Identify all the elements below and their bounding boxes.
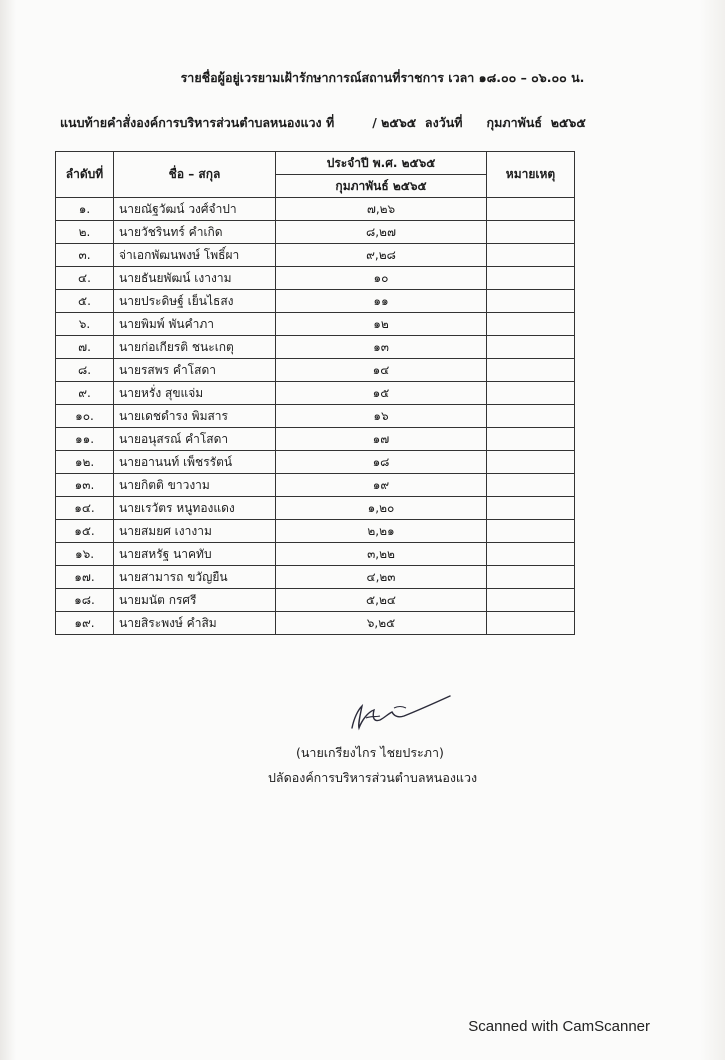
subtitle-order-number: / ๒๕๖๕ ลงวันที่: [372, 115, 463, 130]
row-dates: ๑๑: [276, 290, 487, 313]
table-row: [56, 428, 575, 451]
row-name: นายณัฐวัฒน์ วงศ์จำปา: [114, 198, 276, 221]
row-note: [487, 474, 575, 497]
table-row: [56, 451, 575, 474]
row-no: ๑๖.: [56, 543, 114, 566]
table-row: [56, 474, 575, 497]
row-no: ๔.: [56, 267, 114, 290]
table-row: [56, 290, 575, 313]
row-dates: ๑๙: [276, 474, 487, 497]
document-subtitle: [60, 113, 586, 133]
signature-mark: [290, 690, 520, 738]
row-no: ๑๒.: [56, 451, 114, 474]
row-name: นายสหรัฐ นาคทับ: [114, 543, 276, 566]
row-no: ๙.: [56, 382, 114, 405]
row-name: นายเดชดำรง พิมสาร: [114, 405, 276, 428]
row-note: [487, 244, 575, 267]
table-row: [56, 497, 575, 520]
row-name: นายก่อเกียรติ ชนะเกตุ: [114, 336, 276, 359]
row-no: ๑๘.: [56, 589, 114, 612]
row-no: ๑๐.: [56, 405, 114, 428]
row-no: ๘.: [56, 359, 114, 382]
row-note: [487, 267, 575, 290]
row-no: ๑๑.: [56, 428, 114, 451]
subtitle-date: กุมภาพันธ์ ๒๕๖๕: [486, 115, 586, 130]
col-header-note: หมายเหตุ: [487, 152, 575, 198]
table-row: [56, 543, 575, 566]
row-dates: ๑๖: [276, 405, 487, 428]
row-no: ๑๗.: [56, 566, 114, 589]
row-name: นายรสพร คำโสดา: [114, 359, 276, 382]
row-dates: ๑๗: [276, 428, 487, 451]
table-row: [56, 359, 575, 382]
row-name: จ่าเอกพัฒนพงษ์ โพธิ์ผา: [114, 244, 276, 267]
row-dates: ๓,๒๒: [276, 543, 487, 566]
row-dates: ๑,๒๐: [276, 497, 487, 520]
row-note: [487, 313, 575, 336]
row-name: นายประดิษฐ์ เย็นไธสง: [114, 290, 276, 313]
row-dates: ๙,๒๘: [276, 244, 487, 267]
row-note: [487, 612, 575, 635]
row-dates: ๕,๒๔: [276, 589, 487, 612]
row-dates: ๑๐: [276, 267, 487, 290]
row-dates: ๑๘: [276, 451, 487, 474]
row-dates: ๑๕: [276, 382, 487, 405]
row-no: ๖.: [56, 313, 114, 336]
row-name: นายธันยพัฒน์ เงางาม: [114, 267, 276, 290]
table-row: [56, 566, 575, 589]
row-no: ๑๓.: [56, 474, 114, 497]
row-no: ๗.: [56, 336, 114, 359]
row-no: ๑.: [56, 198, 114, 221]
row-note: [487, 359, 575, 382]
table-header-row: [56, 152, 575, 175]
row-note: [487, 382, 575, 405]
row-no: ๑๙.: [56, 612, 114, 635]
col-header-no: ลำดับที่: [56, 152, 114, 198]
row-dates: ๒,๒๑: [276, 520, 487, 543]
row-name: นายสมยศ เงางาม: [114, 520, 276, 543]
row-note: [487, 589, 575, 612]
table-row: [56, 612, 575, 635]
row-name: นายกิตติ ขาวงาม: [114, 474, 276, 497]
table-row: [56, 198, 575, 221]
table-row: [56, 520, 575, 543]
row-note: [487, 451, 575, 474]
row-no: ๒.: [56, 221, 114, 244]
duty-roster-table: [55, 151, 575, 635]
col-header-name: ชื่อ – สกุล: [114, 152, 276, 198]
row-name: นายหรั่ง สุขแจ่ม: [114, 382, 276, 405]
row-dates: ๑๓: [276, 336, 487, 359]
row-dates: ๘,๒๗: [276, 221, 487, 244]
row-no: ๕.: [56, 290, 114, 313]
row-name: นายสามารถ ขวัญยืน: [114, 566, 276, 589]
table-row: [56, 336, 575, 359]
signatory-position: ปลัดองค์การบริหารส่วนตำบลหนองแวง: [268, 770, 478, 785]
row-note: [487, 543, 575, 566]
row-note: [487, 497, 575, 520]
row-no: ๑๔.: [56, 497, 114, 520]
row-name: นายพิมพ์ พันคำภา: [114, 313, 276, 336]
row-note: [487, 428, 575, 451]
document-title: รายชื่อผู้อยู่เวรยามเฝ้ารักษาการณ์สถานที่ราชการ เวลา ๑๘.๐๐ – ๐๖.๐๐ น.: [180, 70, 585, 85]
row-note: [487, 290, 575, 313]
row-note: [487, 221, 575, 244]
signatory-name: (นายเกรียงไกร ไชยประภา): [296, 745, 444, 760]
row-name: นายอานนท์ เพ็ชรรัตน์: [114, 451, 276, 474]
table-row: [56, 244, 575, 267]
row-note: [487, 198, 575, 221]
row-dates: ๔,๒๓: [276, 566, 487, 589]
row-note: [487, 405, 575, 428]
col-header-year: ประจำปี พ.ศ. ๒๕๖๕: [276, 152, 487, 175]
table-row: [56, 267, 575, 290]
row-name: นายสิระพงษ์ คำสิม: [114, 612, 276, 635]
col-header-month: กุมภาพันธ์ ๒๕๖๕: [276, 175, 487, 198]
row-name: นายวัชรินทร์ คำเกิด: [114, 221, 276, 244]
row-note: [487, 520, 575, 543]
row-no: ๓.: [56, 244, 114, 267]
table-row: [56, 382, 575, 405]
table-row: [56, 405, 575, 428]
row-name: นายอนุสรณ์ คำโสดา: [114, 428, 276, 451]
row-dates: ๗,๒๖: [276, 198, 487, 221]
subtitle-order-ref: แนบท้ายคำสั่งองค์การบริหารส่วนตำบลหนองแวง ที่: [60, 115, 335, 130]
row-dates: ๑๔: [276, 359, 487, 382]
row-dates: ๖,๒๕: [276, 612, 487, 635]
table-row: [56, 313, 575, 336]
table-row: [56, 221, 575, 244]
scanner-watermark: Scanned with CamScanner: [468, 1018, 650, 1035]
row-note: [487, 566, 575, 589]
row-name: นายมนัต กรศรี: [114, 589, 276, 612]
row-name: นายเรวัตร หนูทองแดง: [114, 497, 276, 520]
row-dates: ๑๒: [276, 313, 487, 336]
row-no: ๑๕.: [56, 520, 114, 543]
table-row: [56, 589, 575, 612]
row-note: [487, 336, 575, 359]
